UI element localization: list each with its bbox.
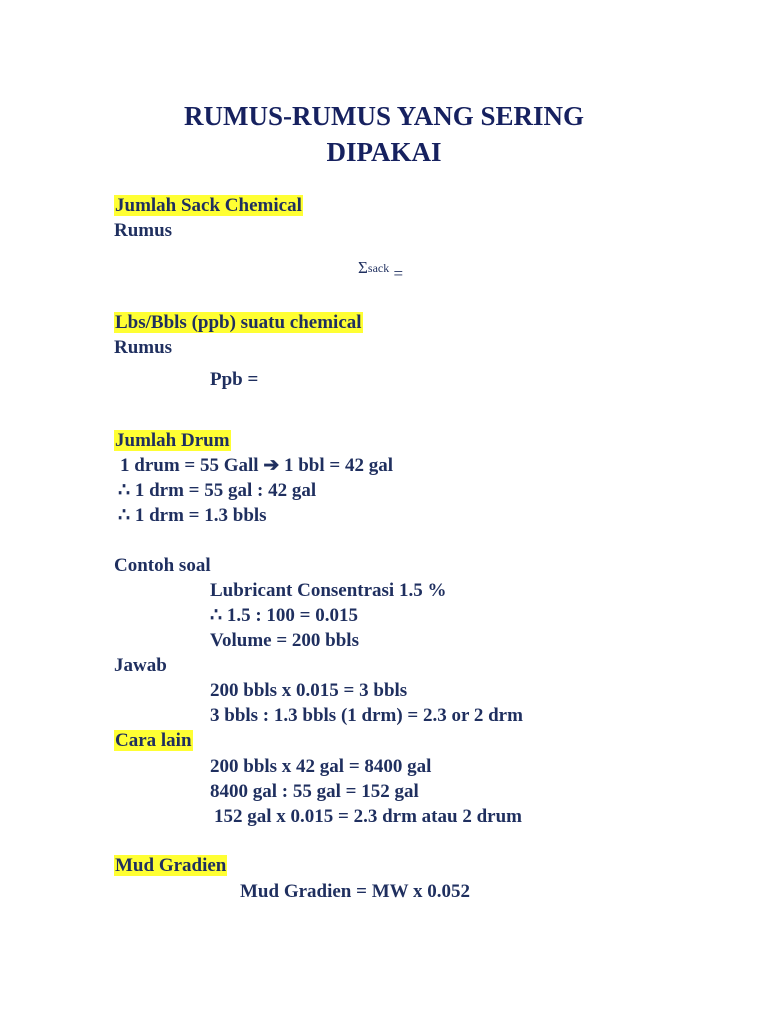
- jawab-line-2: 3 bbls : 1.3 bbls (1 drm) = 2.3 or 2 drm: [210, 705, 523, 726]
- sigma-symbol: Σ: [358, 258, 368, 277]
- contoh-soal-label: Contoh soal: [114, 555, 211, 576]
- drum-line-2: [118, 479, 316, 503]
- jawab-line-1: 200 bbls x 0.015 = 3 bbls: [210, 680, 408, 701]
- heading-text: Lbs/Bbls (ppb) suatu chemical: [115, 312, 362, 333]
- rumus-label-sack: Rumus: [114, 220, 173, 241]
- therefore-icon: ∴: [210, 605, 223, 626]
- drum-line-2-text: 1 drm = 55 gal : 42 gal: [134, 480, 317, 501]
- page-title-line-2: DIPAKAI: [326, 137, 442, 167]
- heading-text: Jumlah Sack Chemical: [115, 195, 302, 216]
- heading-cara-lain: [114, 729, 193, 753]
- contoh-line-3: Volume = 200 bbls: [210, 630, 359, 651]
- heading-jumlah-sack-chemical: [114, 194, 303, 218]
- therefore-icon: ∴: [118, 505, 131, 526]
- sigma-subscript: sack: [367, 261, 390, 275]
- contoh-line-1: Lubricant Consentrasi 1.5 %: [210, 580, 447, 601]
- heading-ppb: [114, 311, 363, 335]
- sigma-sack-formula: [358, 258, 404, 283]
- cara-line-2: 8400 gal : 55 gal = 152 gal: [210, 781, 419, 802]
- drum-line-1-left: 1 drum = 55 Gall: [120, 455, 259, 476]
- sigma-equals: =: [393, 264, 404, 283]
- rumus-label-ppb: Rumus: [114, 337, 173, 358]
- drum-line-3-text: 1 drm = 1.3 bbls: [134, 505, 267, 526]
- mud-gradien-formula: Mud Gradien = MW x 0.052: [240, 881, 471, 902]
- heading-jumlah-drum: [114, 429, 231, 453]
- ppb-formula: Ppb =: [210, 369, 259, 390]
- heading-mud-gradien: [114, 854, 227, 878]
- drum-line-3: [118, 504, 267, 528]
- contoh-line-2: [210, 604, 358, 628]
- page-title-line-1: RUMUS-RUMUS YANG SERING: [183, 101, 585, 131]
- jawab-label: Jawab: [114, 655, 167, 676]
- contoh-line-2-text: 1.5 : 100 = 0.015: [226, 605, 358, 626]
- heading-text: Jumlah Drum: [115, 430, 230, 451]
- heading-text: Mud Gradien: [115, 855, 227, 876]
- drum-line-1-right: 1 bbl = 42 gal: [283, 455, 394, 476]
- heading-text: Cara lain: [115, 730, 192, 751]
- arrow-right-icon: ➔: [263, 455, 280, 476]
- therefore-icon: ∴: [118, 480, 131, 501]
- drum-line-1: [120, 454, 393, 478]
- cara-line-1: 200 bbls x 42 gal = 8400 gal: [210, 756, 432, 777]
- cara-line-3: 152 gal x 0.015 = 2.3 drm atau 2 drum: [214, 806, 522, 827]
